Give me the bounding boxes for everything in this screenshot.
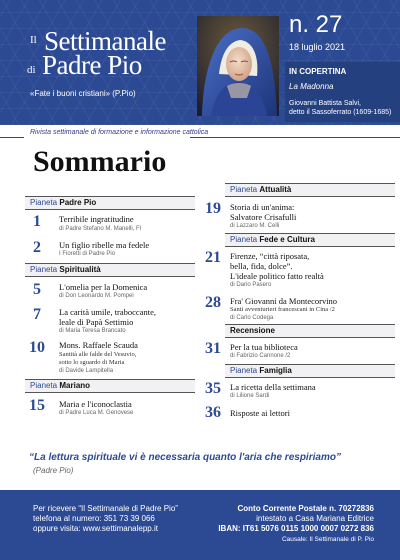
footer-payment-reason: Causale: Il Settimanale di P. Pio bbox=[281, 536, 374, 543]
cover-caption-subject: La Madonna bbox=[289, 82, 334, 91]
entry-page-number: 35 bbox=[205, 380, 221, 397]
footer-subscribe-line: Per ricevere “Il Settimanale di Padre Pio” bbox=[33, 504, 178, 513]
entry-title: Maria e l'iconoclastia bbox=[59, 399, 132, 409]
section-name: Famiglia bbox=[259, 366, 292, 375]
section-name: Padre Pio bbox=[59, 198, 97, 207]
logo-settimanale: Settimanale bbox=[44, 26, 166, 56]
entry-author: di Fabrizio Cannone /2 bbox=[230, 353, 291, 359]
entry-title: Risposte ai lettori bbox=[230, 408, 290, 418]
section-prefix: Pianeta bbox=[230, 235, 258, 244]
footer-postal-account: Conto Corrente Postale n. 70272836 bbox=[237, 504, 374, 513]
cover-caption-artist: Giovanni Battista Salvi, bbox=[289, 100, 361, 107]
divider bbox=[0, 137, 24, 138]
section-prefix: Pianeta bbox=[230, 185, 258, 194]
issue-date: 18 luglio 2021 bbox=[289, 42, 346, 52]
section-header-mariano bbox=[25, 379, 195, 393]
entry-subtitle-line: Santi avventurieri francescani in Cina /2 bbox=[230, 306, 335, 313]
entry-author: di Padre Luca M. Genovese bbox=[59, 410, 134, 416]
entry-page-number: 28 bbox=[205, 294, 221, 311]
entry-author: di Lilione Sardi bbox=[230, 393, 270, 399]
entry-page-number: 5 bbox=[33, 281, 41, 298]
section-name: Recensione bbox=[230, 326, 275, 335]
section-name: Mariano bbox=[59, 381, 91, 390]
cover-caption-title: IN COPERTINA bbox=[289, 67, 347, 76]
footer-website-line: oppure visita: www.settimanalepp.it bbox=[33, 524, 158, 533]
entry-page-number: 10 bbox=[29, 339, 45, 356]
entry-title-line: leale di Papà Settimio bbox=[59, 317, 134, 327]
section-header-fede-e-cultura bbox=[225, 233, 395, 247]
entry-title: Fra' Giovanni da Montecorvino bbox=[230, 296, 338, 306]
footer-phone-line: telefona al numero: 351 73 39 066 bbox=[33, 514, 155, 523]
entry-title-line: Firenze, “città riposata, bbox=[230, 251, 310, 261]
entry-page-number: 21 bbox=[205, 249, 221, 266]
motto: «Fate i buoni cristiani» (P.Pio) bbox=[30, 89, 136, 98]
logo-padre-pio: Padre Pio bbox=[42, 50, 142, 80]
entry-title-line: L'ideale politico fatto realtà bbox=[230, 271, 324, 281]
entry-author: di Padre Stefano M. Manelli, FI bbox=[59, 226, 142, 232]
entry-page-number: 15 bbox=[29, 397, 45, 414]
section-prefix: Pianeta bbox=[230, 366, 258, 375]
entry-title: La ricetta della settimana bbox=[230, 382, 316, 392]
entry-author: di Dario Pasero bbox=[230, 282, 272, 288]
quote-text: “La lettura spirituale vi è necessaria quanto l'aria che respiriamo” bbox=[29, 452, 341, 463]
section-header-padre-pio bbox=[25, 196, 195, 210]
section-name: Spiritualità bbox=[59, 265, 101, 274]
entry-page-number: 2 bbox=[33, 239, 41, 256]
footer-iban: IBAN: IT61 5076 0115 1000 0007 0272 836 bbox=[218, 524, 374, 533]
section-prefix: Pianeta bbox=[30, 198, 58, 207]
entry-title: L'omelia per la Domenica bbox=[59, 282, 148, 292]
entry-author: di Carlo Codega bbox=[230, 315, 274, 321]
issue-number: n. 27 bbox=[289, 11, 343, 38]
page-title: Sommario bbox=[33, 145, 167, 178]
section-name: Attualità bbox=[259, 185, 292, 194]
entry-title-line: Storia di un'anima: bbox=[230, 202, 295, 212]
section-prefix: Pianeta bbox=[30, 381, 58, 390]
entry-page-number: 19 bbox=[205, 200, 221, 217]
entry-author: I Fioretti di Padre Pio bbox=[59, 251, 116, 257]
footer bbox=[0, 490, 400, 560]
entry-title: Per la tua biblioteca bbox=[230, 342, 298, 352]
footer-account-holder: intestato a Casa Mariana Editrice bbox=[256, 514, 374, 523]
entry-page-number: 1 bbox=[33, 213, 41, 230]
entry-subtitle-line: sotto lo sguardo di Maria bbox=[59, 359, 125, 366]
section-name: Fede e Cultura bbox=[259, 235, 315, 244]
section-header-famiglia bbox=[225, 364, 395, 378]
section-header-spiritualita bbox=[25, 263, 195, 277]
entry-title: Mons. Raffaele Scauda bbox=[59, 340, 138, 350]
entry-author: di Lazzaro M. Celli bbox=[230, 223, 280, 229]
section-header-recensione bbox=[225, 324, 395, 338]
section-header-attualita bbox=[225, 183, 395, 197]
entry-page-number: 7 bbox=[33, 306, 41, 323]
quote-author: (Padre Pio) bbox=[33, 466, 74, 475]
entry-subtitle-line: Santità alle falde del Vesuvio, bbox=[59, 351, 137, 358]
logo-il: Il bbox=[30, 34, 37, 46]
tagline: Rivista settimanale di formazione e informazione cattolica bbox=[30, 129, 209, 136]
logo-di: di bbox=[27, 64, 36, 76]
entry-title: Terribile ingratitudine bbox=[59, 214, 134, 224]
entry-title-line: Salvatore Crisafulli bbox=[230, 212, 297, 222]
entry-author: di Maria Teresa Brancato bbox=[59, 328, 126, 334]
entry-author: di Davide Lampitella bbox=[59, 368, 114, 374]
cover-caption-artist-dates: detto il Sassoferrato (1609-1685) bbox=[289, 109, 392, 116]
entry-title-line: La carità umile, traboccante, bbox=[59, 307, 156, 317]
masthead bbox=[0, 0, 400, 125]
divider bbox=[190, 137, 400, 138]
entry-author: di Don Leonardo M. Pompei bbox=[59, 293, 134, 299]
entry-title: Un figlio ribelle ma fedele bbox=[59, 240, 150, 250]
entry-page-number: 31 bbox=[205, 340, 221, 357]
section-prefix: Pianeta bbox=[30, 265, 58, 274]
entry-page-number: 36 bbox=[205, 404, 221, 421]
cover-madonna-image bbox=[197, 16, 279, 116]
entry-title-line: bella, fida, dolce”. bbox=[230, 261, 293, 271]
